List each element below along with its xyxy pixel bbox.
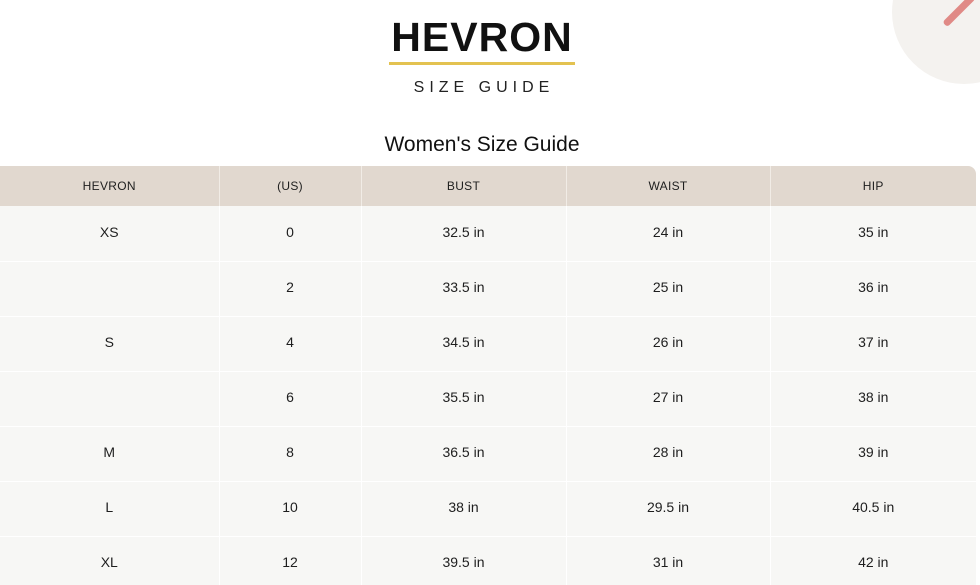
brand-header (0, 14, 964, 97)
cell-us-size: 4 (219, 316, 361, 371)
table-row (0, 261, 976, 316)
cell-waist: 28 in (566, 426, 770, 481)
cell-us-size: 10 (219, 481, 361, 536)
header-row (0, 166, 976, 206)
cell-hip: 37 in (770, 316, 976, 371)
size-table (0, 166, 976, 585)
cell-hevron-size (0, 371, 219, 426)
cell-waist: 29.5 in (566, 481, 770, 536)
cell-hevron-size: S (0, 316, 219, 371)
cell-waist: 25 in (566, 261, 770, 316)
cell-hip: 35 in (770, 206, 976, 261)
cell-hevron-size: L (0, 481, 219, 536)
cell-waist: 27 in (566, 371, 770, 426)
brand-logo: HEVRON (389, 14, 574, 65)
cell-waist: 24 in (566, 206, 770, 261)
col-header-waist: WAIST (566, 166, 770, 206)
cell-hip: 42 in (770, 536, 976, 585)
cell-us-size: 0 (219, 206, 361, 261)
size-table-header (0, 166, 976, 206)
cell-hip: 40.5 in (770, 481, 976, 536)
cell-bust: 33.5 in (361, 261, 566, 316)
cell-bust: 38 in (361, 481, 566, 536)
cell-bust: 36.5 in (361, 426, 566, 481)
table-row (0, 206, 976, 261)
cell-us-size: 2 (219, 261, 361, 316)
col-header-hevron: HEVRON (0, 166, 219, 206)
brand-subtitle: SIZE GUIDE (413, 79, 555, 96)
col-header-hip: HIP (862, 179, 884, 193)
col-header-us: (US) (219, 166, 361, 206)
cell-bust: 34.5 in (361, 316, 566, 371)
cell-hip: 36 in (770, 261, 976, 316)
cell-waist: 31 in (566, 536, 770, 585)
table-row (0, 316, 976, 371)
cell-hevron-size: M (0, 426, 219, 481)
cell-hevron-size (0, 261, 219, 316)
table-row (0, 536, 976, 585)
cell-us-size: 6 (219, 371, 361, 426)
cell-us-size: 12 (219, 536, 361, 585)
cell-hip: 39 in (770, 426, 976, 481)
table-row (0, 481, 976, 536)
cell-hevron-size: XS (0, 206, 219, 261)
guide-title: Women's Size Guide (384, 133, 580, 156)
table-row (0, 426, 976, 481)
size-table-body (0, 206, 976, 585)
cell-waist: 26 in (566, 316, 770, 371)
cell-bust: 35.5 in (361, 371, 566, 426)
cell-hevron-size: XL (0, 536, 219, 585)
table-row (0, 371, 976, 426)
cell-bust: 32.5 in (361, 206, 566, 261)
cell-bust: 39.5 in (361, 536, 566, 585)
col-header-bust: BUST (361, 166, 566, 206)
cell-hip: 38 in (770, 371, 976, 426)
cell-us-size: 8 (219, 426, 361, 481)
